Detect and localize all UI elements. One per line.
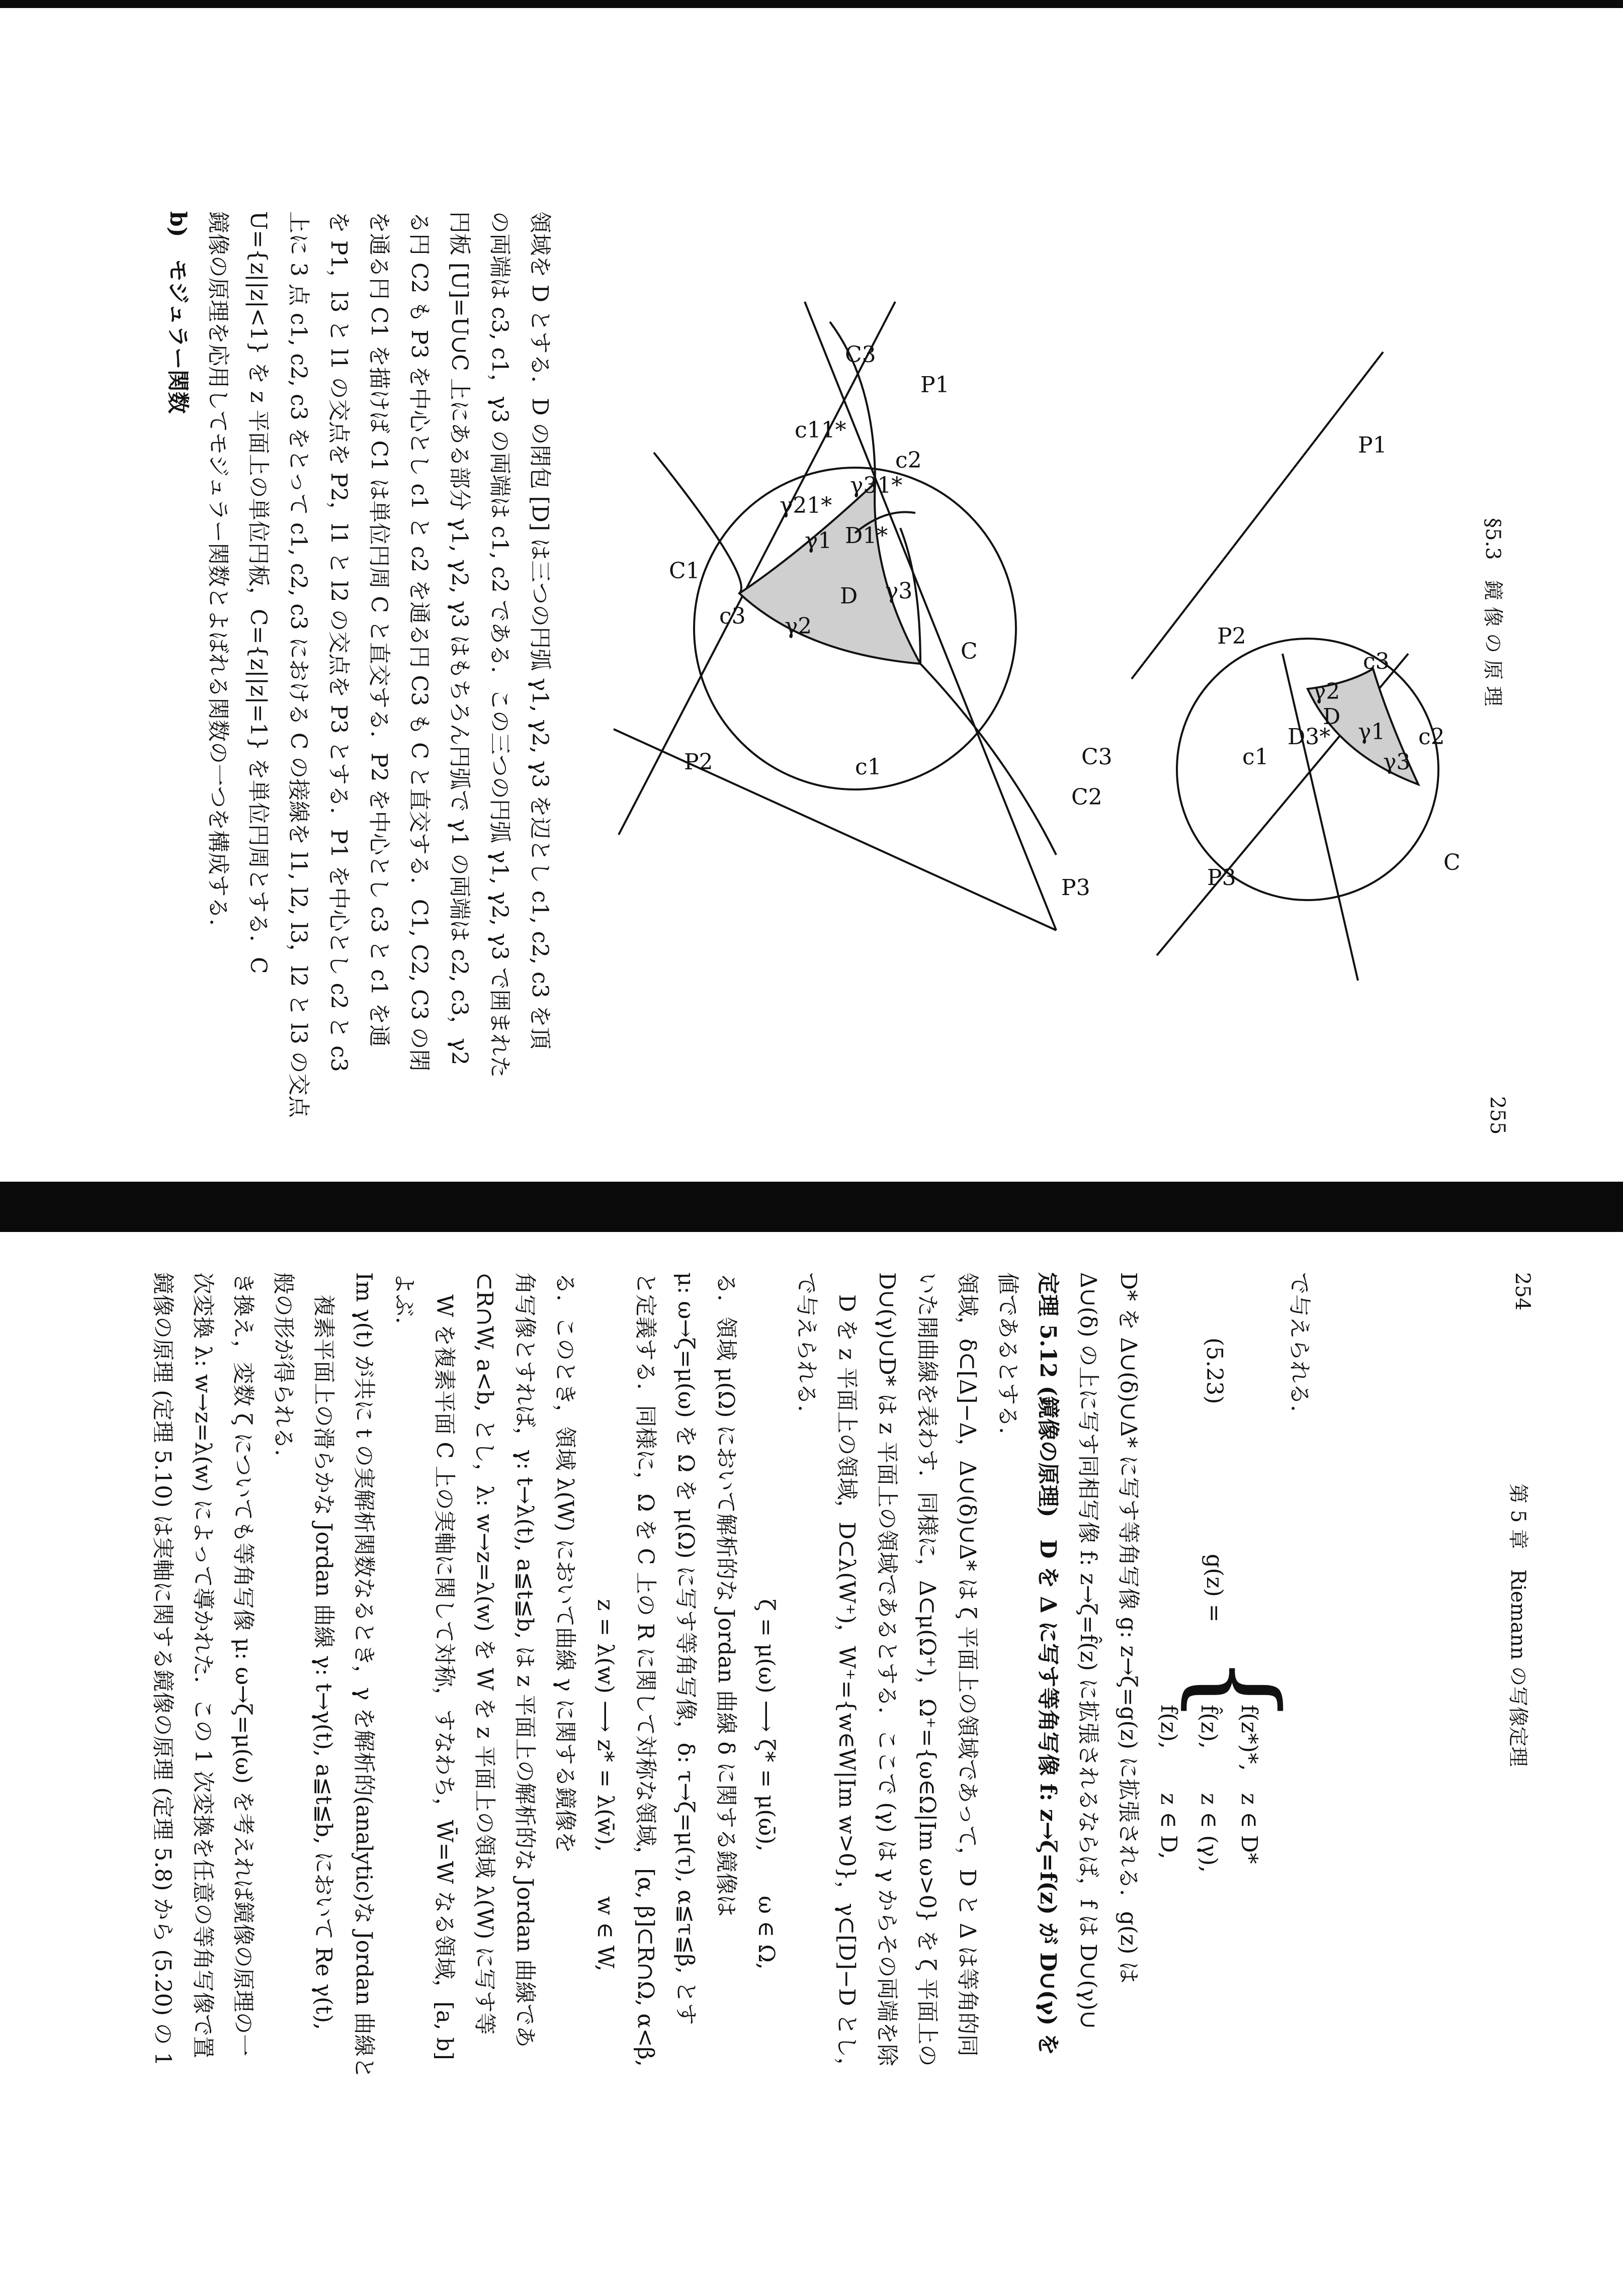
text-line: き換え，変数 ζ についても等角写像 μ: ω→ζ=μ(ω) を考えれば鏡像の原理の一: [230, 1272, 256, 2057]
text-line: D* を Δ∪(δ)∪Δ* に写す等角写像 g: z→ζ=g(z) に拡張される．g(z) は: [1116, 1272, 1141, 1984]
text-line: 領域を D とする．D の閉包 [D] は三つの円弧 γ1, γ2, γ3 を辺とし c1, c2, c3 を頂: [527, 211, 553, 1049]
text-line: 鏡像の原理を応用してモジュラー関数とよばれる関数の一つを構成する．: [205, 211, 231, 941]
running-head: 第 5 章 Riemann の写像定理: [1506, 1483, 1529, 1767]
text-line: D∪(γ)∪D* は z 平面上の領域であるとする．ここで (γ) は γ からその両端を除: [874, 1272, 900, 2066]
fig-label: C3: [1081, 744, 1113, 770]
running-head: §5.3 鏡 像 の 原 理: [1481, 518, 1504, 707]
equation-case: f(z*)*, z ∈ D*: [1236, 1705, 1262, 1864]
fig-label: D: [840, 583, 858, 609]
text-line: 値であるとする．: [995, 1272, 1020, 1449]
text-line: で与えられる．: [1287, 1272, 1312, 1427]
fig-label: C: [961, 639, 978, 664]
text-line: と定義する．同様に，Ω を C 上の R に関して対称な領域，[α, β]⊂R∩Ω, α<β,: [633, 1272, 658, 2067]
text-line: W を複素平面 C 上の実軸に関して対称，すなわち，W̄=W なる領域，[a, b]: [432, 1272, 457, 2060]
fig-label: γ3: [885, 578, 913, 604]
fig-label: c1: [855, 754, 882, 780]
text-line: μ: ω→ζ=μ(ω) を Ω を μ(Ω) に写す等角写像，δ: τ→ζ=μ(τ), α≦τ≦β, とす: [673, 1272, 699, 2025]
tangent-line: [614, 729, 1056, 930]
fig-label: γ2: [785, 613, 812, 639]
fig-label: γ21*: [780, 493, 832, 518]
fig-label: γ31*: [850, 473, 903, 498]
fig-label: P3: [1061, 875, 1090, 901]
theorem-heading: 定理 5.12 (鏡像の原理) D を Δ に写す等角写像 f: z→ζ=f(z) が D∪(γ) を: [1035, 1272, 1061, 2056]
fig-label: c11*: [795, 417, 846, 443]
text-line: 円板 [U]=U∪C 上にある部分 γ1, γ2, γ3 はもちろん円弧で γ1 の両端は c2, c3，γ2: [447, 211, 472, 1066]
section-heading: b) モジュラー関数: [165, 211, 191, 414]
equation: ζ = μ(ω) ⟶ ζ* = μ(ω̄), ω ∈ Ω,: [753, 1599, 779, 1970]
fig-label: γ1: [1358, 719, 1386, 745]
text-line: 次変換 λ: w→z=λ(w) によって導かれた．この 1 次変換を任意の等角写像で置: [190, 1272, 216, 2059]
fig-label: C1: [669, 558, 700, 584]
text-line: を P1，l3 と l1 の交点を P2，l1 と l2 の交点を P3 とする．P1 を中心とし c2 と c3: [326, 211, 352, 1072]
fig-label: D: [1323, 704, 1341, 730]
fig-label: c3: [1363, 649, 1390, 674]
fig-label: c2: [895, 448, 922, 473]
text-line: る．このとき，領域 λ(W) において曲線 γ に関する鏡像を: [552, 1272, 578, 1853]
fig-label: c3: [719, 603, 746, 629]
fig-label: c2: [1418, 724, 1445, 750]
text-line: 鏡像の原理 (定理 5.10) は実軸に関する鏡像の原理 (定理 5.8) から (5.20) の 1: [150, 1272, 176, 2066]
equation-number: (5.23): [1202, 1338, 1227, 1404]
text-line: D を z 平面上の領域，D⊂λ(W⁺)，W⁺={w∈W|Im w>0}，γ⊂[D]−D とし，: [834, 1272, 860, 2080]
tangent-line: [1132, 352, 1383, 679]
text-line: 般の形が得られる．: [271, 1272, 296, 1471]
fig-label: γ3: [1383, 749, 1411, 775]
text-line: よぶ．: [391, 1272, 417, 1339]
equation-case: f(z), z ∈ D,: [1156, 1705, 1181, 1860]
text-line: で与えられる．: [794, 1272, 819, 1427]
page-number: 254: [1511, 1272, 1534, 1311]
fig-label: P2: [1217, 624, 1246, 649]
text-line: ⊂R∩W, a<b, とし，λ: w→z=λ(w) を W を z 平面上の領域 λ(W) に写す等: [472, 1272, 497, 2035]
fig-label: γ2: [1313, 679, 1340, 704]
fig-label: C2: [1071, 784, 1102, 810]
text-line: 上に 3 点 c1, c2, c3 をとって c1, c2, c3 における C の接線を l1, l2, l3，l2 と l3 の交点: [286, 211, 311, 1118]
fig-label: P2: [684, 749, 713, 775]
fig-label: P1: [1358, 432, 1387, 458]
equation-case: f̂(z), z ∈ (γ),: [1196, 1705, 1222, 1873]
fig-label: P3: [1207, 865, 1236, 891]
equation-brace: {: [1173, 1654, 1302, 1725]
text-line: U={z||z|<1} を z 平面上の単位円板，C={z||z|=1} を単位円周とする．C: [245, 211, 271, 974]
fig-label: C3: [845, 342, 876, 368]
text-line: Δ∪(δ) の上に写す同相写像 f: z→ζ=f̂(z) に拡張されるならば，f は D∪(γ)∪: [1075, 1272, 1101, 2029]
text-line: 領域，δ⊂[Δ]−Δ，Δ∪(δ)∪Δ* は ζ 平面上の領域であって，D と Δ は等角的同: [955, 1272, 980, 2057]
fig-label: C: [1443, 850, 1461, 875]
fig-label: D1*: [845, 523, 888, 549]
equation-lhs: g(z) =: [1202, 1554, 1227, 1623]
text-line: 複素平面上の滑らかな Jordan 曲線 γ: t→γ(t), a≦t≦b, において Re γ(t),: [311, 1272, 336, 2030]
text-line: いた開曲線を表わす．同様に，Δ⊂μ(Ω⁺)，Ω⁺={ω∈Ω|Im ω>0} を ζ 平面上の: [914, 1272, 940, 2067]
text-line: 角写像とすれば，γ: t→λ(t), a≦t≦b, は z 平面上の解析的な Jordan 曲線であ: [512, 1272, 538, 2048]
fig-label: D3*: [1288, 724, 1331, 750]
text-line: の両端は c3, c1，γ3 の両端は c1, c2 である．この三つの円弧 γ1, γ2, γ3 で囲まれた: [487, 211, 512, 1078]
page-number: 255: [1486, 1096, 1509, 1135]
fig-label: c1: [1242, 744, 1269, 770]
text-line: を通る円 C1 を描けば C1 は単位円周 C と直交する．P2 を中心とし c3 と c1 を通: [366, 211, 392, 1047]
equation: z = λ(w) ⟶ z* = λ(w̄), w ∈ W,: [592, 1599, 618, 1972]
fig-label: γ1: [805, 528, 832, 554]
text-line: る円 C2 も P3 を中心とし c1 と c2 を通る円 C3 も C と直交する．C1, C2, C3 の閉: [406, 211, 432, 1072]
fig-label: P1: [920, 372, 950, 398]
left-page-body: [25, 1272, 1509, 2278]
text-line: Im γ(t) が共に t の実解析関数なるとき，γ を解析的(analytic)な Jordan 曲線と: [351, 1272, 377, 2079]
text-line: る．領域 μ(Ω) において解析的な Jordan 曲線 δ に関する鏡像は: [713, 1272, 739, 1917]
